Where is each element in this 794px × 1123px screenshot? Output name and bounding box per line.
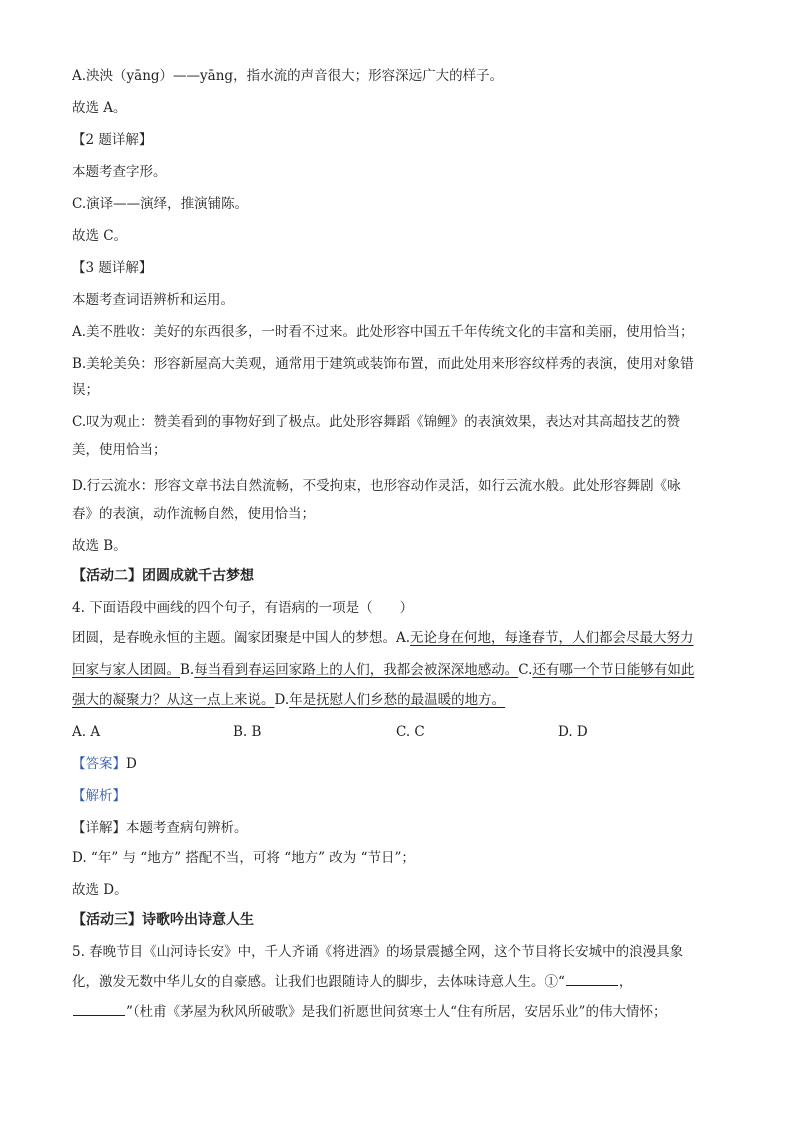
activity-three-heading: 【活动三】诗歌吟出诗意人生 xyxy=(72,912,254,928)
answer-label: 【答案】 xyxy=(72,756,126,772)
detail-label: 【详解】 xyxy=(72,820,126,836)
q2-topic: 本题考查字形。 xyxy=(72,164,167,180)
detail-text: 本题考查病句辨析。 xyxy=(126,820,248,836)
q3-option-b-cont: 误； xyxy=(72,382,99,398)
section-heading-q3: 【3 题详解】 xyxy=(72,260,153,276)
question-5-text-cont: ”（杜甫《茅屋为秋风所破歌》是我们祈愿世间贫寒士人“住有所居，安居乐业”的伟大情怀； xyxy=(126,1004,667,1020)
detail-line xyxy=(72,818,732,838)
q3-option-c: C.叹为观止：赞美看到的事物好到了极点。此处形容舞蹈《锦鲤》的表演效果，表达对其高超技艺的赞 xyxy=(72,414,681,430)
q3-topic: 本题考查词语辨析和运用。 xyxy=(72,292,234,308)
option-d: D. D xyxy=(558,724,588,740)
underlined-sentence-c: 还有哪一个节日能够有如此 xyxy=(532,662,695,678)
passage-line-3 xyxy=(72,690,732,710)
fill-blank-2[interactable] xyxy=(73,1003,125,1016)
q3-option-d: D.行云流水：形容文章书法自然流畅，不受拘束，也形容动作灵活，如行云流水般。此处形容舞剧《咏 xyxy=(72,478,681,494)
passage-line-2 xyxy=(72,660,732,680)
q3-option-b: B.美轮美奂：形容新屋高大美观，通常用于建筑或装饰布置，而此处用来形容纹样秀的表演，使用对象错 xyxy=(72,356,694,372)
sentence-c-label: C. xyxy=(518,662,533,678)
question-5-line-1: 5. 春晚节目《山河诗长安》中，千人齐诵《将进酒》的场景震撼全网，这个节目将长安城中的浪漫具象 xyxy=(72,944,684,960)
analysis-label: 【解析】 xyxy=(72,788,126,804)
answer-select-c: 故选 C。 xyxy=(72,228,128,244)
passage-line-1 xyxy=(72,628,732,648)
underlined-sentence-d: 年是抚慰人们乡愁的最温暖的地方。 xyxy=(289,692,506,708)
question-4-stem: 4. 下面语段中画线的四个句子，有语病的一项是（ ） xyxy=(72,600,414,616)
activity-two-heading: 【活动二】团圆成就千古梦想 xyxy=(72,568,254,584)
passage-text: 团圆，是春晚永恒的主题。阖家团聚是中国人的梦想。A. xyxy=(72,630,411,646)
underlined-sentence-a-end: 回家与家人团圆。 xyxy=(72,662,180,678)
underlined-sentence-b: 每当看到春运回家路上的人们，我都会被深深地感动。 xyxy=(194,662,519,678)
fill-blank-1[interactable] xyxy=(566,973,618,986)
question-5-text: 化，激发无数中华儿女的自豪感。让我们也跟随诗人的脚步，去体味诗意人生。①“ xyxy=(72,974,565,990)
answer-value: D xyxy=(126,756,137,772)
sentence-b-label: B. xyxy=(180,662,195,678)
q3-option-d-cont: 春》的表演，动作流畅自然，使用恰当； xyxy=(72,506,315,522)
answer-select-a: 故选 A。 xyxy=(72,100,127,116)
option-c: C. C xyxy=(396,724,425,740)
underlined-sentence-c-end: 强大的凝聚力？从这一点上来说。 xyxy=(72,692,275,708)
answer-select-d: 故选 D。 xyxy=(72,882,128,898)
question-5-line-3 xyxy=(72,1002,732,1022)
comma: ， xyxy=(618,974,633,990)
option-b: B. B xyxy=(233,724,262,740)
sentence-d-label: D. xyxy=(274,692,290,708)
answer-select-b: 故选 B。 xyxy=(72,538,127,554)
explanation-line-a: A.泱泱（yāng）——yāng，指水流的声音很大；形容深远广大的样子。 xyxy=(72,68,504,84)
underlined-sentence-a: 无论身在何地，每逢春节，人们都会尽最大努力 xyxy=(410,630,694,646)
section-heading-q2: 【2 题详解】 xyxy=(72,132,153,148)
q3-option-c-cont: 美，使用恰当； xyxy=(72,442,167,458)
answer-line xyxy=(72,754,732,774)
q4-explanation-d: D. “年” 与 “地方” 搭配不当，可将 “地方” 改为 “节日”； xyxy=(72,850,415,866)
q3-option-a: A.美不胜收：美好的东西很多，一时看不过来。此处形容中国五千年传统文化的丰富和美丽，使用恰当； xyxy=(72,324,694,340)
q2-explanation: C.演译——演绎，推演铺陈。 xyxy=(72,196,249,212)
option-a: A. A xyxy=(72,724,101,740)
question-5-line-2 xyxy=(72,972,732,992)
question-4-options xyxy=(72,722,732,742)
